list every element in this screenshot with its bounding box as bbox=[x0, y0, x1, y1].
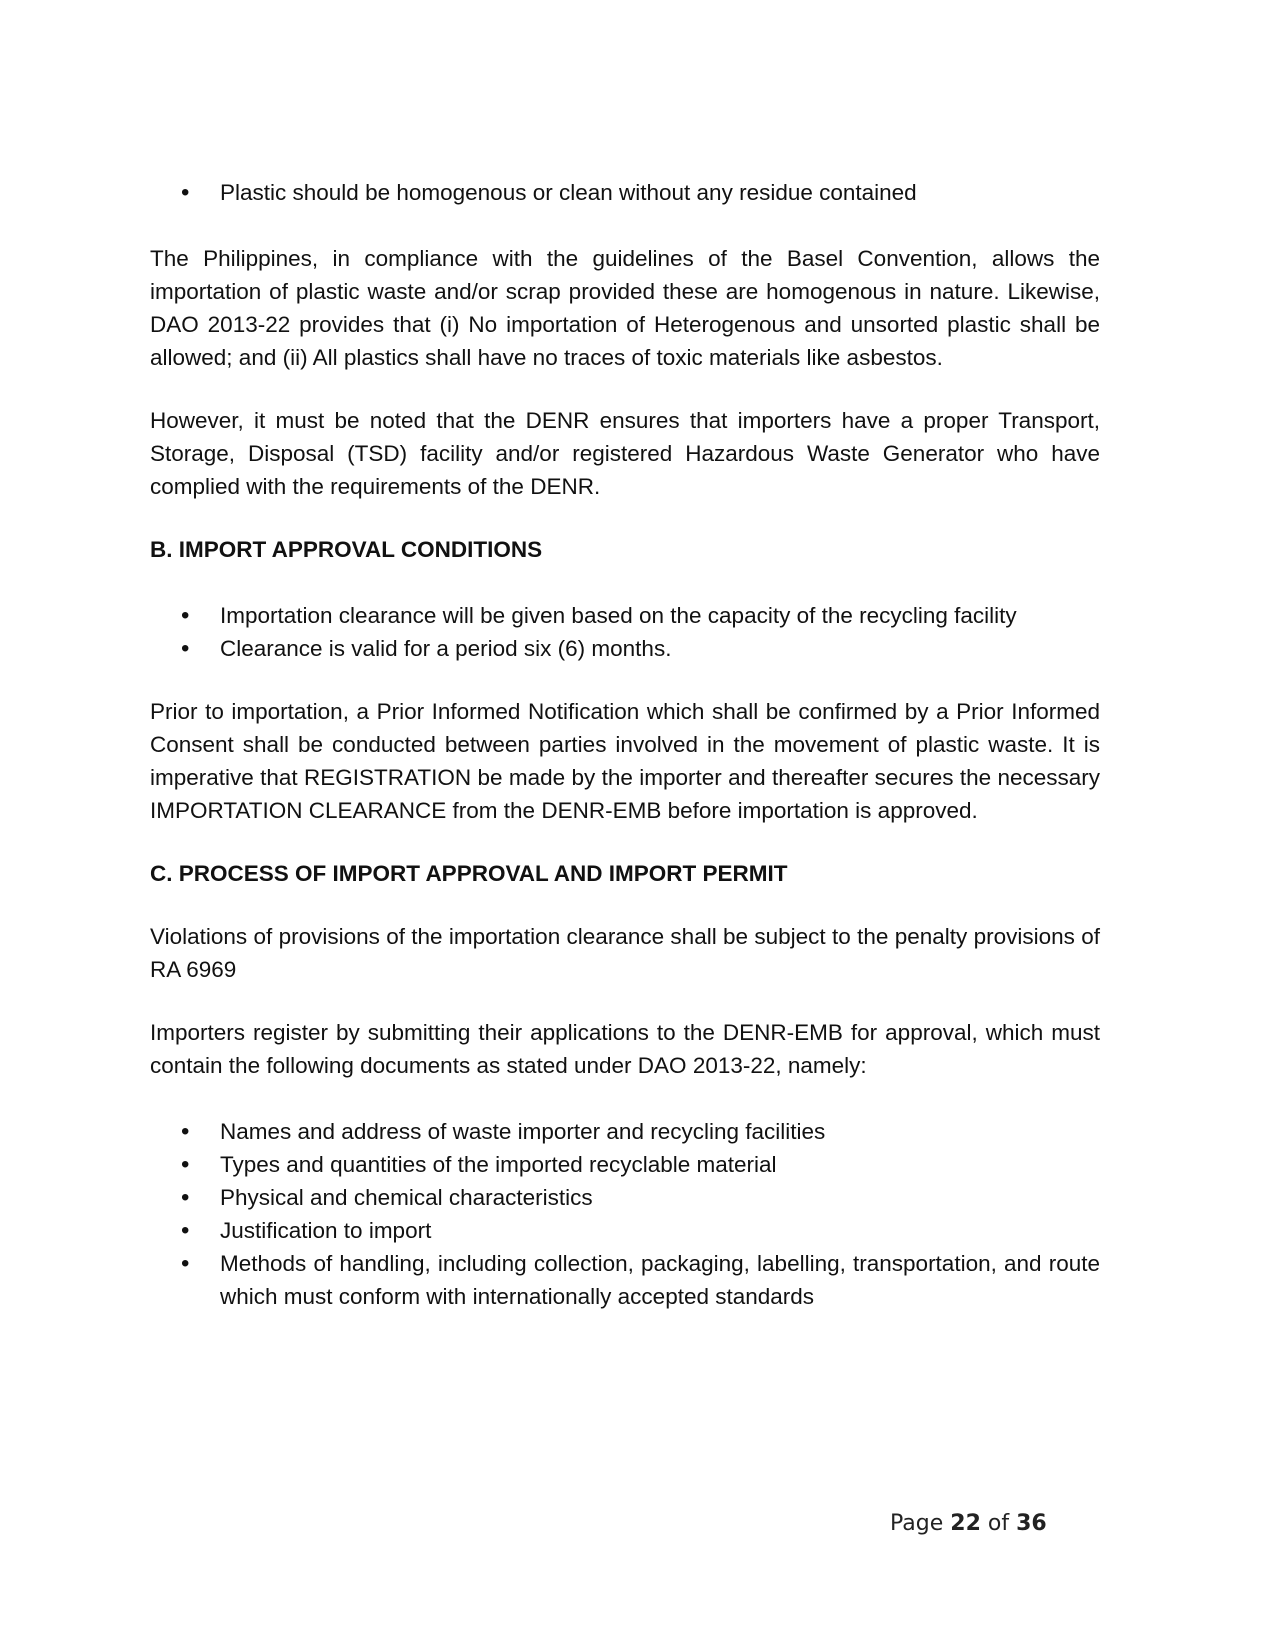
current-page-number: 22 bbox=[950, 1511, 981, 1536]
page-word: Page bbox=[890, 1511, 944, 1536]
list-item: • Names and address of waste importer and recycling facilities bbox=[150, 1115, 1100, 1148]
bullet-list-top bbox=[150, 176, 1100, 209]
of-word: of bbox=[987, 1511, 1010, 1536]
list-item: • Types and quantities of the imported recyclable material bbox=[150, 1148, 1100, 1181]
list-item: • Clearance is valid for a period six (6) months. bbox=[150, 632, 1100, 665]
bullet-list-section-c bbox=[150, 1115, 1100, 1313]
list-item: • Physical and chemical characteristics bbox=[150, 1181, 1100, 1214]
total-pages-number: 36 bbox=[1016, 1511, 1047, 1536]
list-item: • Importation clearance will be given based on the capacity of the recycling facility bbox=[150, 599, 1100, 632]
paragraph-importers: Importers register by submitting their applications to the DENR-EMB for approval, which must contain the following documents as stated under DAO 2013-22, namely: bbox=[150, 1020, 1100, 1078]
paragraph-prior: Prior to importation, a Prior Informed Notification which shall be confirmed by a Prior Informed Consent shall be conducted between parties involved in the movement of plastic waste. It is imperative that REGISTRATION be made by the importer and thereafter secures the necessary IMPORTATION CLEARANCE from the DENR-EMB before importation is approved. bbox=[150, 699, 1100, 823]
list-item: • Justification to import bbox=[150, 1214, 1100, 1247]
list-item: • Plastic should be homogenous or clean without any residue contained bbox=[150, 176, 1100, 209]
paragraph-basel: The Philippines, in compliance with the guidelines of the Basel Convention, allows the importation of plastic waste and/or scrap provided these are homogenous in nature. Likewise, DAO 2013-22 provides that (i) No importation of Heterogenous and unsorted plastic shall be allowed; and (ii) All plastics shall have no traces of toxic materials like asbestos. bbox=[150, 246, 1100, 370]
section-c-heading: C. PROCESS OF IMPORT APPROVAL AND IMPORT PERMIT bbox=[150, 861, 788, 886]
page-content bbox=[150, 176, 1100, 1313]
page-number-footer bbox=[890, 1510, 1047, 1538]
section-b-heading: B. IMPORT APPROVAL CONDITIONS bbox=[150, 537, 543, 562]
bullet-list-section-b bbox=[150, 599, 1100, 665]
paragraph-however: However, it must be noted that the DENR ensures that importers have a proper Transport, Storage, Disposal (TSD) facility and/or registered Hazardous Waste Generator who have complied with the requirements of the DENR. bbox=[150, 408, 1100, 499]
paragraph-violations: Violations of provisions of the importation clearance shall be subject to the penalty provisions of RA 6969 bbox=[150, 924, 1100, 982]
list-item: • Methods of handling, including collection, packaging, labelling, transportation, and route which must conform with internationally accepted standards bbox=[150, 1247, 1100, 1313]
